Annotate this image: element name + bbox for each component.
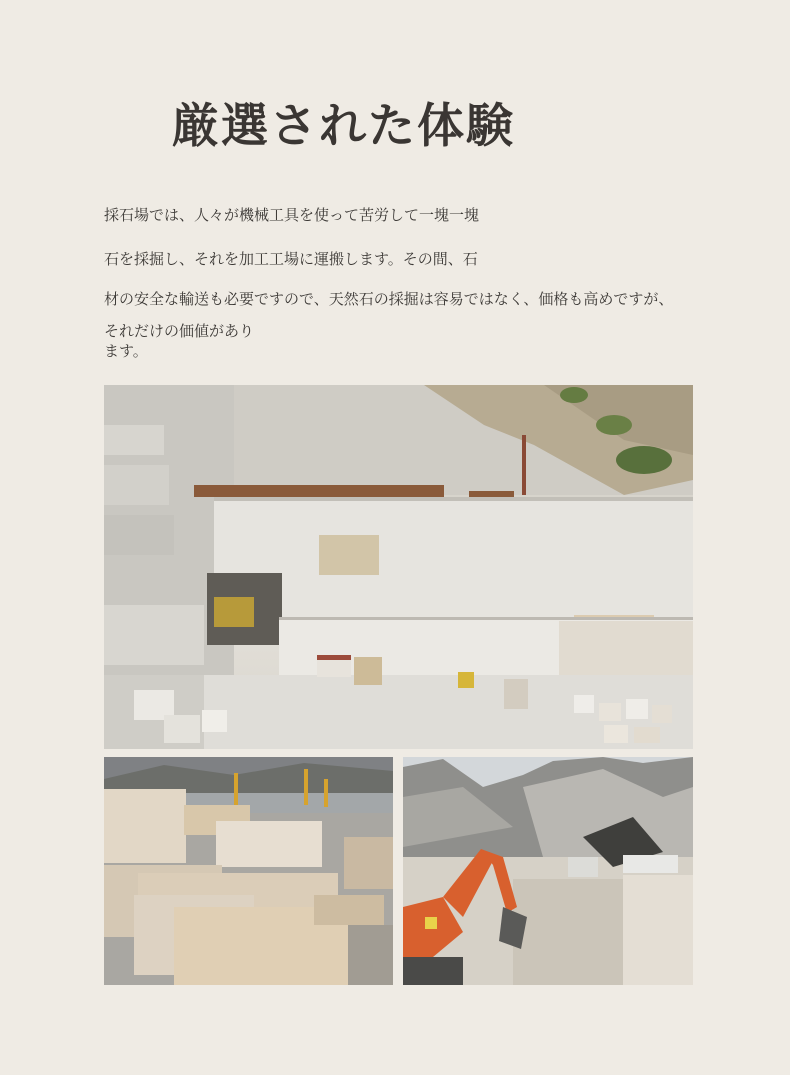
excavator-illustration xyxy=(403,757,693,985)
description-line-1: 採石場では、人々が機械工具を使って苦労して一塊一塊 xyxy=(104,206,480,224)
marble-blocks-illustration xyxy=(104,757,393,985)
page-title: 厳選された体験 xyxy=(172,99,515,154)
description-line-4: それだけの価値があり xyxy=(104,322,255,340)
excavator-quarry-photo xyxy=(403,757,693,985)
description-line-2: 石を採掘し、それを加工工場に運搬します。その間、石 xyxy=(104,250,478,268)
marble-quarry-illustration xyxy=(104,385,693,749)
marble-blocks-port-photo xyxy=(104,757,393,985)
description-line-5: ます。 xyxy=(104,342,148,360)
marble-quarry-photo xyxy=(104,385,693,749)
description-line-3: 材の安全な輸送も必要ですので、天然石の採掘は容易ではなく、価格も高めですが、 xyxy=(104,290,674,308)
